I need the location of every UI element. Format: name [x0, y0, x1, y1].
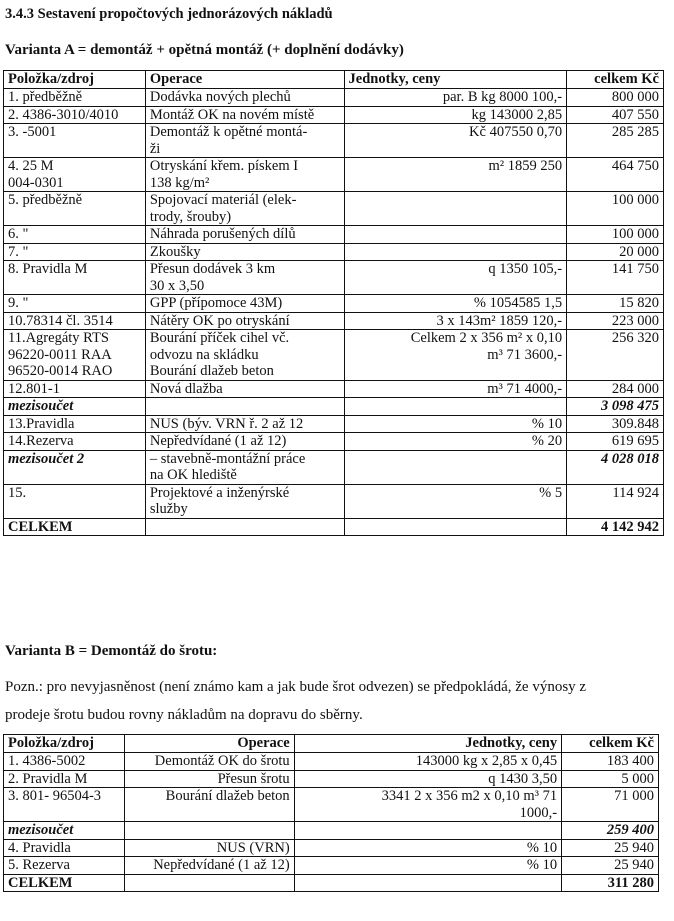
table-row — [4, 788, 659, 822]
row-total: 284 000 — [567, 380, 664, 398]
table-row — [4, 330, 664, 381]
header-units: Jednotky, ceny — [294, 735, 561, 753]
row-item: 6. " — [4, 226, 146, 244]
row-units: % 20 — [344, 433, 567, 451]
row-total: 20 000 — [567, 243, 664, 261]
variant-b-table — [3, 734, 659, 892]
row-item: 11.Agregáty RTS 96220-0011 RAA 96520-0014 RAO — [4, 330, 146, 381]
row-item: 5. Rezerva — [4, 857, 125, 875]
table-row — [4, 753, 659, 771]
row-item: 4. 25 M 004-0301 — [4, 158, 146, 192]
row-operation: Otryskání křem. pískem I 138 kg/m² — [145, 158, 344, 192]
row-item: 3. 801- 96504-3 — [4, 788, 125, 822]
row-operation: Bourání dlažeb beton — [124, 788, 294, 822]
row-total: 619 695 — [567, 433, 664, 451]
row-units: % 10 — [294, 857, 561, 875]
row-item: mezisoučet — [4, 398, 146, 416]
variant-b-note-line1: Pozn.: pro nevyjasněnost (není známo kam a jak bude šrot odvezen) se předpokládá, že výnosy z — [5, 679, 587, 695]
row-units — [344, 518, 567, 536]
row-operation: Nátěry OK po otryskání — [145, 312, 344, 330]
row-operation: NUS (VRN) — [124, 839, 294, 857]
row-units: 3341 2 x 356 m2 x 0,10 m³ 71 1000,- — [294, 788, 561, 822]
row-units: % 1054585 1,5 — [344, 295, 567, 313]
header-item: Položka/zdroj — [4, 71, 146, 89]
row-item: 10.78314 čl. 3514 — [4, 312, 146, 330]
row-operation: Nepředvídané (1 až 12) — [124, 857, 294, 875]
row-item: 9. " — [4, 295, 146, 313]
row-operation: Zkoušky — [145, 243, 344, 261]
row-total: 114 924 — [567, 484, 664, 518]
row-units: % 10 — [294, 839, 561, 857]
table-header-row — [4, 735, 659, 753]
row-item: 8. Pravidla M — [4, 261, 146, 295]
row-item: 2. 4386-3010/4010 — [4, 106, 146, 124]
row-item: CELKEM — [4, 874, 125, 892]
row-total: 259 400 — [562, 822, 659, 840]
row-item: 2. Pravidla M — [4, 770, 125, 788]
header-total: celkem Kč — [562, 735, 659, 753]
table-row — [4, 124, 664, 158]
row-total: 100 000 — [567, 226, 664, 244]
row-operation: Bourání příček cihel vč. odvozu na skládku Bourání dlažeb beton — [145, 330, 344, 381]
row-item: 4. Pravidla — [4, 839, 125, 857]
row-item: mezisoučet — [4, 822, 125, 840]
row-operation: Nová dlažba — [145, 380, 344, 398]
row-total: 5 000 — [562, 770, 659, 788]
row-units — [294, 822, 561, 840]
row-operation — [145, 518, 344, 536]
table-row — [4, 518, 664, 536]
row-item: 1. předběžně — [4, 89, 146, 107]
row-operation: GPP (přípomoce 43M) — [145, 295, 344, 313]
row-item: CELKEM — [4, 518, 146, 536]
row-operation: Spojovací materiál (elek- trody, šrouby) — [145, 192, 344, 226]
row-total: 25 940 — [562, 839, 659, 857]
row-units — [344, 226, 567, 244]
table-row — [4, 433, 664, 451]
table-row — [4, 106, 664, 124]
row-operation: NUS (býv. VRN ř. 2 až 12 — [145, 415, 344, 433]
row-item: mezisoučet 2 — [4, 450, 146, 484]
row-total: 285 285 — [567, 124, 664, 158]
row-total: 223 000 — [567, 312, 664, 330]
row-operation: Projektové a inženýrské služby — [145, 484, 344, 518]
row-units: m³ 71 4000,- — [344, 380, 567, 398]
row-operation — [124, 822, 294, 840]
row-units: Kč 407550 0,70 — [344, 124, 567, 158]
row-operation: Dodávka nových plechů — [145, 89, 344, 107]
section-heading: 3.4.3 Sestavení propočtových jednorázových nákladů — [5, 6, 333, 22]
variant-b-note-line2: prodeje šrotu budou rovny nákladům na dopravu do sběrny. — [5, 707, 363, 723]
row-item: 14.Rezerva — [4, 433, 146, 451]
row-units: 143000 kg x 2,85 x 0,45 — [294, 753, 561, 771]
variant-a-table — [3, 70, 664, 536]
row-units: m² 1859 250 — [344, 158, 567, 192]
header-total: celkem Kč — [567, 71, 664, 89]
table-row — [4, 158, 664, 192]
row-units — [344, 192, 567, 226]
table-row — [4, 822, 659, 840]
header-units: Jednotky, ceny — [344, 71, 567, 89]
row-total: 3 098 475 — [567, 398, 664, 416]
table-row — [4, 874, 659, 892]
table-row — [4, 192, 664, 226]
row-operation: Nepředvídané (1 až 12) — [145, 433, 344, 451]
row-units: % 10 — [344, 415, 567, 433]
row-total: 15 820 — [567, 295, 664, 313]
row-item: 1. 4386-5002 — [4, 753, 125, 771]
row-units: q 1430 3,50 — [294, 770, 561, 788]
table-row — [4, 261, 664, 295]
row-total: 71 000 — [562, 788, 659, 822]
row-units: par. B kg 8000 100,- — [344, 89, 567, 107]
row-total: 4 028 018 — [567, 450, 664, 484]
table-row — [4, 295, 664, 313]
row-operation: Přesun šrotu — [124, 770, 294, 788]
table-row — [4, 839, 659, 857]
row-item: 3. -5001 — [4, 124, 146, 158]
row-units — [344, 398, 567, 416]
row-total: 25 940 — [562, 857, 659, 875]
row-item: 7. " — [4, 243, 146, 261]
row-total: 311 280 — [562, 874, 659, 892]
row-units: 3 x 143m² 1859 120,- — [344, 312, 567, 330]
row-units — [294, 874, 561, 892]
row-units: Celkem 2 x 356 m² x 0,10 m³ 71 3600,- — [344, 330, 567, 381]
row-operation — [145, 398, 344, 416]
row-operation: Náhrada porušených dílů — [145, 226, 344, 244]
row-total: 407 550 — [567, 106, 664, 124]
row-operation: Demontáž k opětné montá- ži — [145, 124, 344, 158]
row-item: 15. — [4, 484, 146, 518]
row-operation: Montáž OK na novém místě — [145, 106, 344, 124]
table-row — [4, 380, 664, 398]
table-row — [4, 415, 664, 433]
row-total: 141 750 — [567, 261, 664, 295]
row-units: kg 143000 2,85 — [344, 106, 567, 124]
row-total: 800 000 — [567, 89, 664, 107]
header-operation: Operace — [145, 71, 344, 89]
table-row — [4, 398, 664, 416]
row-units — [344, 243, 567, 261]
row-operation: Demontáž OK do šrotu — [124, 753, 294, 771]
row-operation: Přesun dodávek 3 km 30 x 3,50 — [145, 261, 344, 295]
row-total: 309.848 — [567, 415, 664, 433]
row-units: q 1350 105,- — [344, 261, 567, 295]
table-row — [4, 484, 664, 518]
row-total: 183 400 — [562, 753, 659, 771]
row-item: 13.Pravidla — [4, 415, 146, 433]
row-total: 4 142 942 — [567, 518, 664, 536]
row-item: 5. předběžně — [4, 192, 146, 226]
table-row — [4, 226, 664, 244]
row-operation — [124, 874, 294, 892]
table-row — [4, 770, 659, 788]
table-row — [4, 857, 659, 875]
variant-b-title: Varianta B = Demontáž do šrotu: — [5, 643, 218, 659]
row-operation: – stavebně-montážní práce na OK hlediště — [145, 450, 344, 484]
table-row — [4, 450, 664, 484]
row-total: 100 000 — [567, 192, 664, 226]
variant-a-title: Varianta A = demontáž + opětná montáž (+ doplnění dodávky) — [5, 42, 404, 58]
row-units: % 5 — [344, 484, 567, 518]
table-header-row — [4, 71, 664, 89]
row-total: 464 750 — [567, 158, 664, 192]
row-total: 256 320 — [567, 330, 664, 381]
table-row — [4, 243, 664, 261]
table-row — [4, 312, 664, 330]
row-units — [344, 450, 567, 484]
header-item: Položka/zdroj — [4, 735, 125, 753]
table-row — [4, 89, 664, 107]
row-item: 12.801-1 — [4, 380, 146, 398]
header-operation: Operace — [124, 735, 294, 753]
